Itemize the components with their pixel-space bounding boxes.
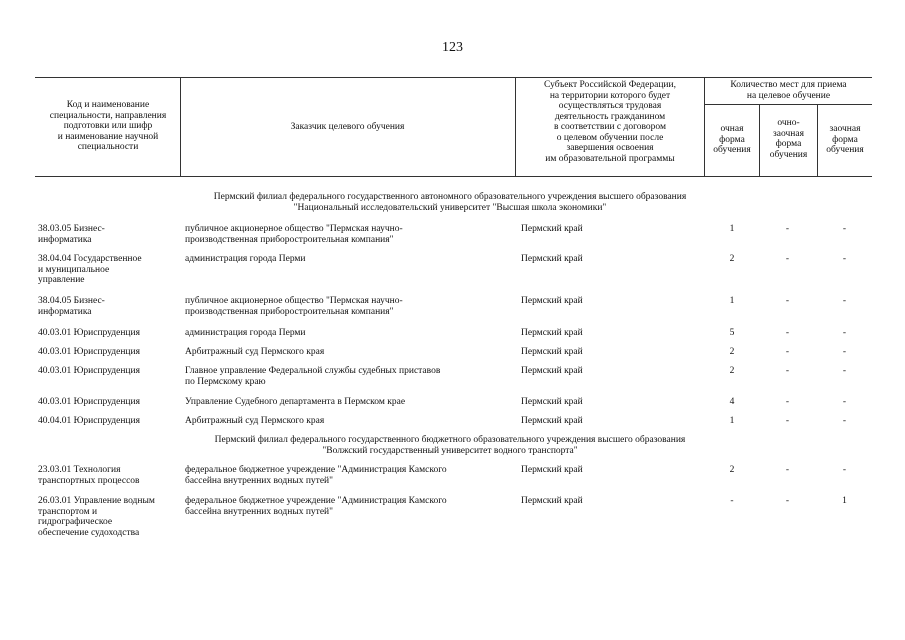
quota-subheader-rule bbox=[704, 104, 872, 105]
row-distance: - bbox=[842, 254, 847, 264]
row-fulltime: 2 bbox=[729, 465, 735, 475]
row-region: Пермский край bbox=[521, 224, 583, 234]
row-distance: 1 bbox=[842, 496, 847, 506]
row-distance: - bbox=[842, 328, 847, 338]
section-title: Пермский филиал федерального государственного бюджетного образовательного учреждения высшего образования "Волжский государственный университет водного транспорта" bbox=[214, 435, 686, 456]
row-fulltime: 4 bbox=[729, 397, 735, 407]
row-region: Пермский край bbox=[521, 328, 583, 338]
row-region: Пермский край bbox=[521, 296, 583, 306]
row-code: 38.04.04 Государственное и муниципальное управление bbox=[38, 254, 142, 285]
section-title: Пермский филиал федерального государственного автономного образовательного учреждения высшего образования "Национальный исследовательский университет "Высшая школа экономики" bbox=[213, 192, 687, 213]
row-fulltime: - bbox=[730, 496, 734, 506]
row-code: 40.03.01 Юриспруденция bbox=[38, 328, 140, 338]
row-customer: федеральное бюджетное учреждение "Администрация Камского бассейна внутренних водных путей" bbox=[185, 496, 447, 517]
header-mixed: очно- заочная форма обучения bbox=[769, 118, 808, 160]
row-customer: публичное акционерное общество "Пермская научно- производственная приборостроительная компания" bbox=[185, 296, 403, 317]
row-region: Пермский край bbox=[521, 397, 583, 407]
row-customer: администрация города Перми bbox=[185, 328, 306, 338]
row-mixed: - bbox=[785, 366, 790, 376]
row-code: 23.03.01 Технология транспортных процессов bbox=[38, 465, 140, 486]
row-distance: - bbox=[842, 296, 847, 306]
row-customer: Арбитражный суд Пермского края bbox=[185, 416, 325, 426]
row-fulltime: 1 bbox=[729, 224, 735, 234]
row-fulltime: 2 bbox=[729, 366, 735, 376]
row-fulltime: 2 bbox=[729, 347, 735, 357]
row-customer: Управление Судебного департамента в Пермском крае bbox=[185, 397, 406, 407]
row-mixed: - bbox=[785, 416, 790, 426]
row-code: 26.03.01 Управление водным транспортом и гидрографическое обеспечение судоходства bbox=[38, 496, 155, 538]
row-mixed: - bbox=[785, 296, 790, 306]
row-region: Пермский край bbox=[521, 496, 583, 506]
row-customer: Арбитражный суд Пермского края bbox=[185, 347, 325, 357]
row-customer: администрация города Перми bbox=[185, 254, 306, 264]
header-customer: Заказчик целевого обучения bbox=[290, 122, 405, 132]
row-code: 40.03.01 Юриспруденция bbox=[38, 366, 140, 376]
row-region: Пермский край bbox=[521, 254, 583, 264]
row-code: 40.03.01 Юриспруденция bbox=[38, 347, 140, 357]
row-mixed: - bbox=[785, 397, 790, 407]
row-mixed: - bbox=[785, 347, 790, 357]
row-code: 38.04.05 Бизнес- информатика bbox=[38, 296, 105, 317]
row-distance: - bbox=[842, 416, 847, 426]
row-customer: Главное управление Федеральной службы судебных приставов по Пермскому краю bbox=[185, 366, 441, 387]
row-mixed: - bbox=[785, 465, 790, 475]
row-region: Пермский край bbox=[521, 416, 583, 426]
row-distance: - bbox=[842, 397, 847, 407]
row-code: 40.03.01 Юриспруденция bbox=[38, 397, 140, 407]
row-region: Пермский край bbox=[521, 465, 583, 475]
row-distance: - bbox=[842, 366, 847, 376]
row-mixed: - bbox=[785, 254, 790, 264]
table-header-bottom-rule bbox=[35, 176, 872, 177]
row-fulltime: 2 bbox=[729, 254, 735, 264]
row-fulltime: 1 bbox=[729, 416, 735, 426]
row-distance: - bbox=[842, 347, 847, 357]
table-top-rule bbox=[35, 77, 872, 78]
row-distance: - bbox=[842, 465, 847, 475]
row-customer: федеральное бюджетное учреждение "Администрация Камского бассейна внутренних водных путей" bbox=[185, 465, 447, 486]
row-region: Пермский край bbox=[521, 347, 583, 357]
row-distance: - bbox=[842, 224, 847, 234]
row-code: 40.04.01 Юриспруденция bbox=[38, 416, 140, 426]
row-mixed: - bbox=[785, 328, 790, 338]
header-distance: заочная форма обучения bbox=[826, 124, 864, 155]
row-mixed: - bbox=[785, 496, 790, 506]
row-mixed: - bbox=[785, 224, 790, 234]
header-code: Код и наименование специальности, направления подготовки или шифр и наименование научной специальности bbox=[49, 100, 167, 152]
header-quota: Количество мест для приема на целевое обучение bbox=[730, 80, 847, 101]
row-fulltime: 1 bbox=[729, 296, 735, 306]
page-number: 123 bbox=[442, 40, 463, 55]
row-customer: публичное акционерное общество "Пермская научно- производственная приборостроительная компания" bbox=[185, 224, 403, 245]
row-region: Пермский край bbox=[521, 366, 583, 376]
row-fulltime: 5 bbox=[729, 328, 735, 338]
header-fulltime: очная форма обучения bbox=[713, 124, 751, 155]
header-region: Субъект Российской Федерации, на территории которого будет осуществляться трудовая деятельность гражданином в соответствии с договором о целевом обучении после завершения освоения им образовательной программы bbox=[544, 80, 676, 164]
row-code: 38.03.05 Бизнес- информатика bbox=[38, 224, 105, 245]
